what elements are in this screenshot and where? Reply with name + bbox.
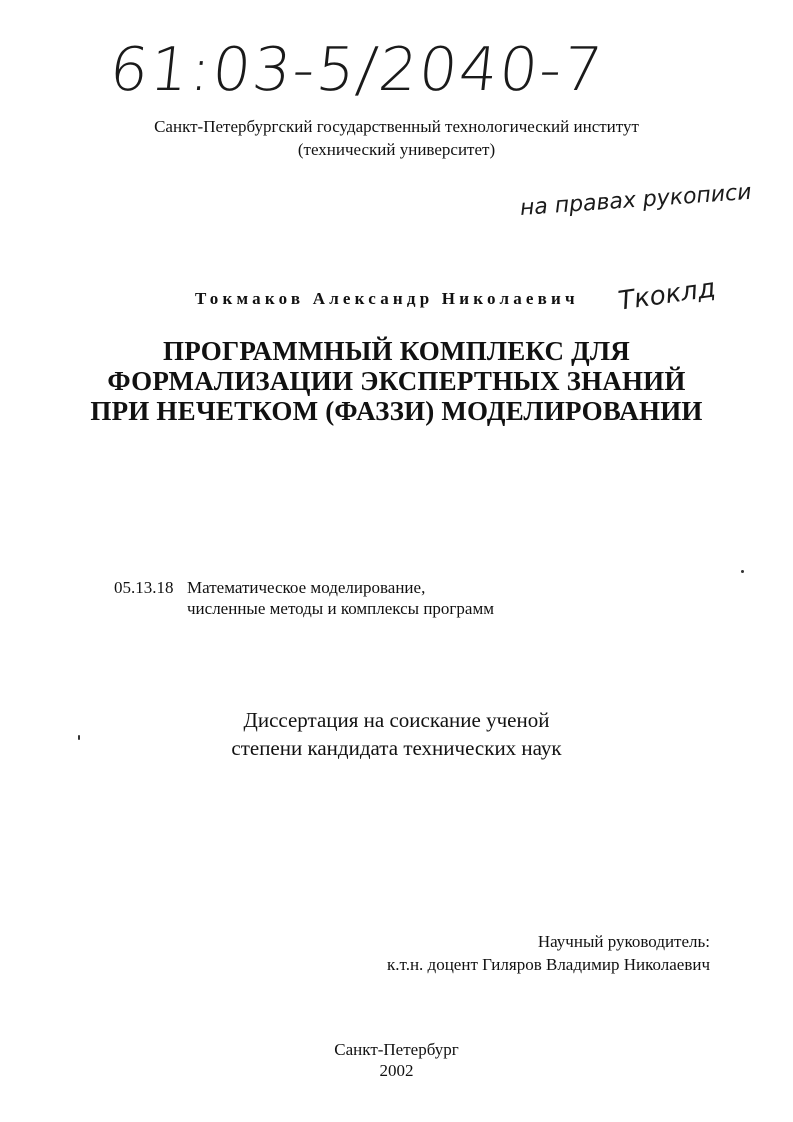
- specialty-name-line-2: численные методы и комплексы программ: [187, 599, 494, 618]
- scan-speck: [78, 735, 80, 740]
- thesis-title-line-2: ФОРМАЛИЗАЦИИ ЭКСПЕРТНЫХ ЗНАНИЙ: [107, 366, 686, 396]
- publication-year: 2002: [379, 1061, 414, 1080]
- specialty-code: 05.13.18: [114, 578, 174, 597]
- scan-speck: [741, 570, 744, 573]
- institute-subtitle: (технический университет): [297, 140, 496, 159]
- handwritten-catalog-code: 61:03-5/2040-7: [106, 35, 608, 105]
- thesis-title-line-3: ПРИ НЕЧЕТКОМ (ФАЗЗИ) МОДЕЛИРОВАНИИ: [90, 396, 703, 426]
- dissertation-statement-line-1: Диссертация на соискание ученой: [243, 708, 550, 732]
- thesis-title-line-1: ПРОГРАММНЫЙ КОМПЛЕКС ДЛЯ: [163, 336, 630, 366]
- handwritten-manuscript-note: на правах рукописи: [519, 179, 753, 221]
- dissertation-statement-line-2: степени кандидата технических наук: [231, 736, 562, 760]
- publication-city: Санкт-Петербург: [334, 1040, 459, 1059]
- author-name: Токмаков Александр Николаевич: [195, 289, 579, 308]
- institute-name: Санкт-Петербургский государственный технологический институт: [154, 117, 639, 136]
- specialty-name-line-1: Математическое моделирование,: [187, 578, 426, 597]
- handwritten-signature: Ткоклд: [616, 273, 718, 317]
- advisor-label: Научный руководитель:: [537, 932, 710, 951]
- advisor-name: к.т.н. доцент Гиляров Владимир Николаевич: [387, 955, 710, 974]
